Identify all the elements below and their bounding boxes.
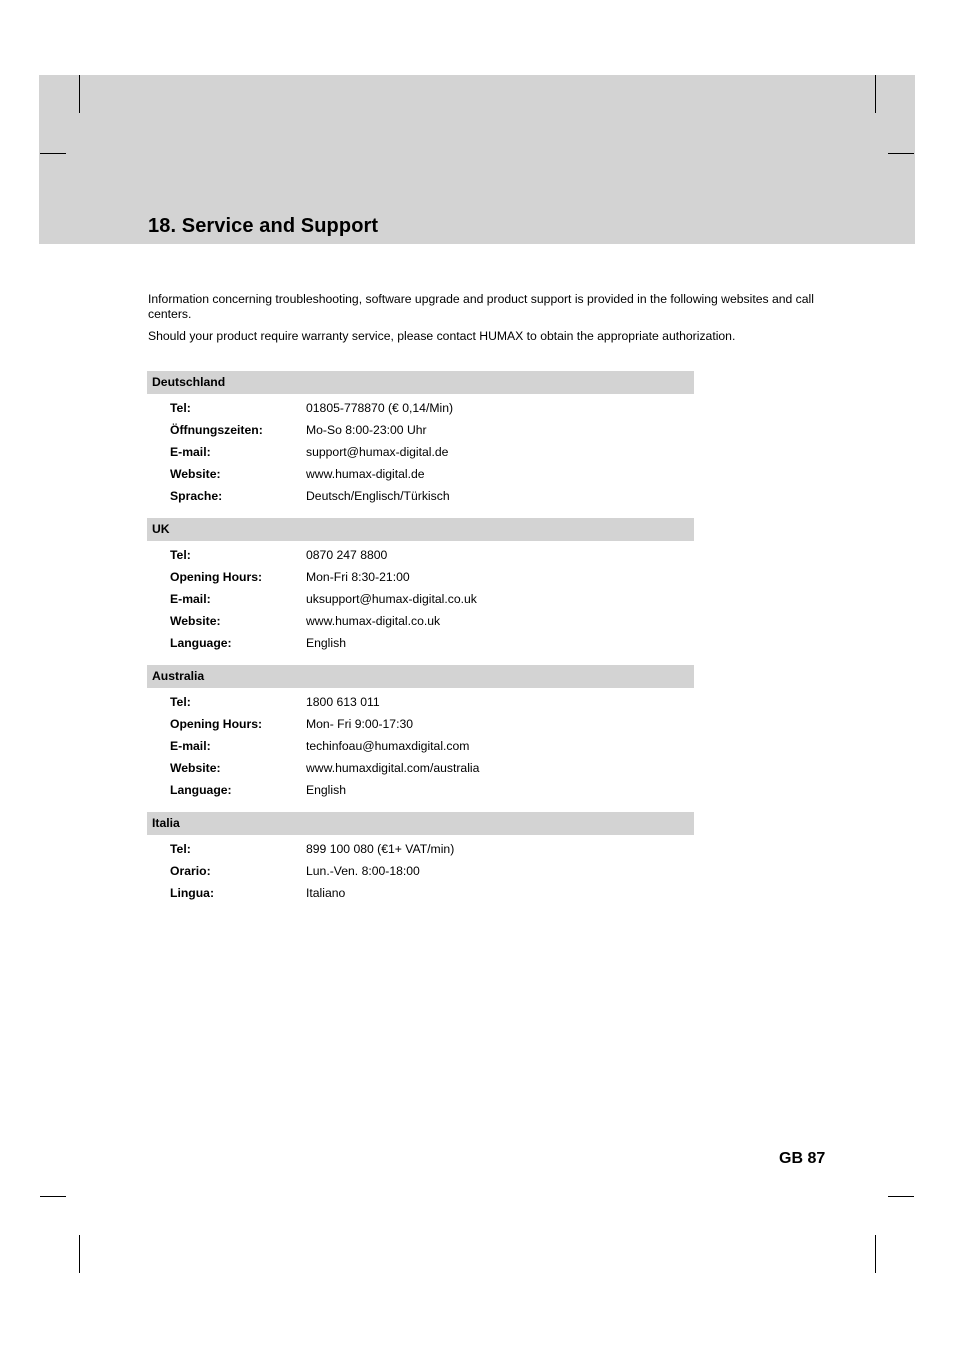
row-value: 01805-778870 (€ 0,14/Min) — [306, 401, 454, 415]
crop-mark — [875, 75, 876, 113]
row-label: Sprache: — [170, 489, 223, 503]
row-value: 0870 247 8800 — [306, 548, 388, 562]
row-label: Language: — [170, 783, 232, 797]
row-value: Deutsch/Englisch/Türkisch — [306, 489, 450, 503]
section-australia — [147, 665, 694, 801]
row-value: Mon- Fri 9:00-17:30 — [306, 717, 414, 731]
row-label: Öffnungszeiten: — [170, 423, 263, 437]
row-label: Orario: — [170, 864, 211, 878]
row-label: Lingua: — [170, 886, 215, 900]
contact-row — [147, 860, 694, 882]
intro-text — [148, 292, 838, 351]
row-label: Website: — [170, 614, 221, 628]
contact-row — [147, 757, 694, 779]
row-label: E-mail: — [170, 445, 211, 459]
contact-row — [147, 485, 694, 507]
row-value: www.humax-digital.co.uk — [306, 614, 441, 628]
row-label: Tel: — [170, 695, 191, 709]
crop-mark — [888, 153, 914, 154]
contact-row — [147, 632, 694, 654]
page-number: GB 87 — [779, 1150, 826, 1167]
crop-mark — [40, 1196, 66, 1197]
contact-list — [147, 371, 694, 915]
row-value: 899 100 080 (€1+ VAT/min) — [306, 842, 455, 856]
contact-row — [147, 610, 694, 632]
row-label: Website: — [170, 761, 221, 775]
crop-mark — [40, 153, 66, 154]
row-value: English — [306, 636, 346, 650]
section-uk — [147, 518, 694, 654]
contact-row — [147, 397, 694, 419]
section-heading: Australia — [147, 665, 694, 688]
row-value: Mon-Fri 8:30-21:00 — [306, 570, 410, 584]
contact-row — [147, 779, 694, 801]
contact-row — [147, 441, 694, 463]
row-value: support@humax-digital.de — [306, 445, 449, 459]
contact-row — [147, 419, 694, 441]
contact-row — [147, 588, 694, 610]
row-value: techinfoau@humaxdigital.com — [306, 739, 470, 753]
row-label: Tel: — [170, 548, 191, 562]
contact-row — [147, 544, 694, 566]
row-label: E-mail: — [170, 592, 211, 606]
contact-row — [147, 882, 694, 904]
row-label: Tel: — [170, 401, 191, 415]
intro-paragraph: Should your product require warranty service, please contact HUMAX to obtain the appropriate authorization. — [148, 329, 736, 343]
row-value: Italiano — [306, 886, 346, 900]
section-heading: Deutschland — [147, 371, 694, 394]
page-title: 18. Service and Support — [148, 215, 379, 237]
row-value: English — [306, 783, 346, 797]
contact-row — [147, 713, 694, 735]
row-label: Opening Hours: — [170, 717, 263, 731]
crop-mark — [79, 1235, 80, 1273]
row-value: www.humaxdigital.com/australia — [306, 761, 480, 775]
row-value: Mo-So 8:00-23:00 Uhr — [306, 423, 427, 437]
section-italia — [147, 812, 694, 904]
contact-row — [147, 838, 694, 860]
crop-mark — [888, 1196, 914, 1197]
crop-mark — [875, 1235, 876, 1273]
contact-row — [147, 691, 694, 713]
contact-row — [147, 566, 694, 588]
row-label: Opening Hours: — [170, 570, 263, 584]
row-label: Tel: — [170, 842, 191, 856]
row-value: uksupport@humax-digital.co.uk — [306, 592, 477, 606]
row-label: Language: — [170, 636, 232, 650]
row-label: Website: — [170, 467, 221, 481]
contact-row — [147, 735, 694, 757]
row-value: Lun.-Ven. 8:00-18:00 — [306, 864, 420, 878]
section-heading: Italia — [147, 812, 694, 835]
row-value: 1800 613 011 — [306, 695, 380, 709]
section-heading: UK — [147, 518, 694, 541]
row-value: www.humax-digital.de — [306, 467, 425, 481]
intro-paragraph: Information concerning troubleshooting, software upgrade and product support is provided in the following websites and call centers. — [148, 292, 814, 321]
row-label: E-mail: — [170, 739, 211, 753]
contact-row — [147, 463, 694, 485]
section-deutschland — [147, 371, 694, 507]
crop-mark — [79, 75, 80, 113]
